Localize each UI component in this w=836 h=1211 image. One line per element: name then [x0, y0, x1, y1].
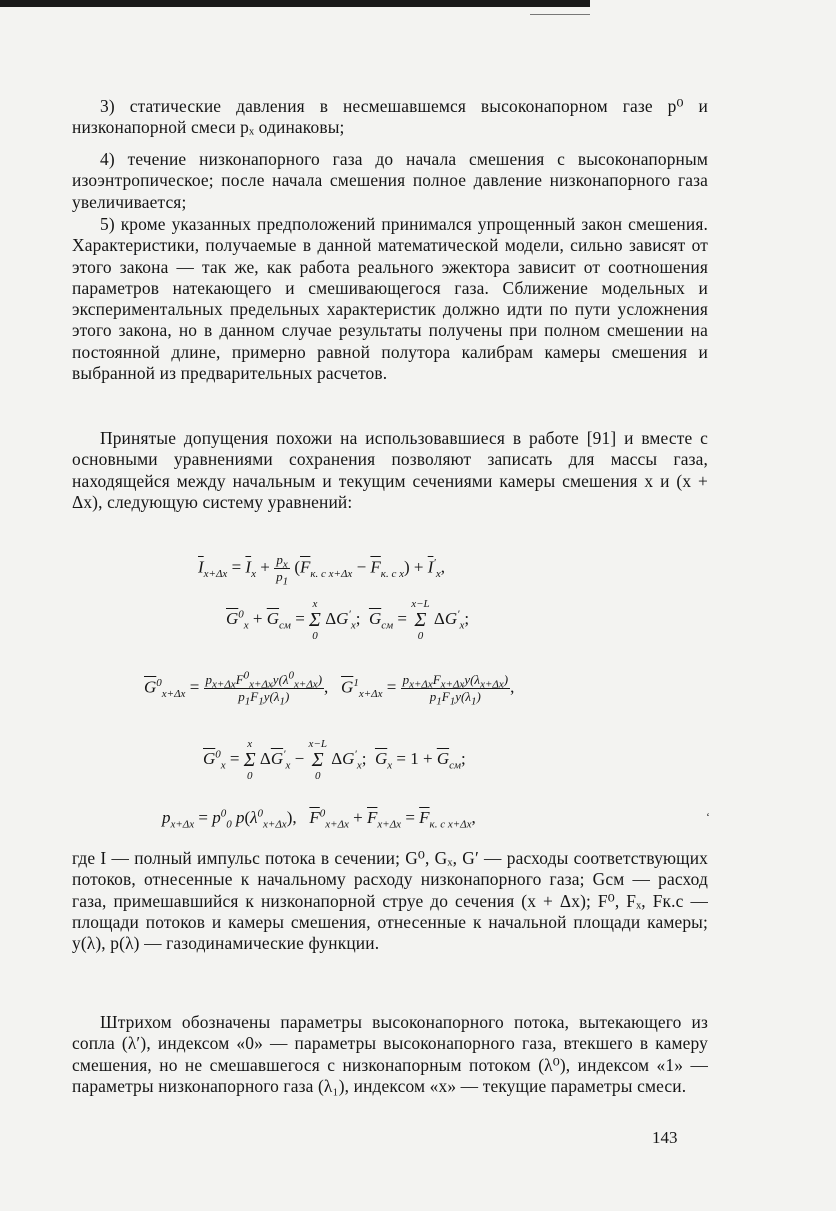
legend-paragraph: [72, 848, 708, 954]
paragraph-3: 3) статические давления в несмешавшемся высоконапорном газе p⁰ и низконапорной смеси pₓ одинаковы;: [72, 96, 708, 138]
margin-mark: ʻ: [706, 810, 710, 824]
paragraph-7: где I — полный импульс потока в сечении; G⁰, Gₓ, G′ — расходы соответствующих потоков, отнесенные к начальному расходу низконапорного газа; Gсм — расход газа, примешавшийся к низконапорной струе до сечения (x + Δx); F⁰, Fₓ, Fк.с — площади потоков и камеры смешения, отнесенные к начальной площади камеры; y(λ), p(λ) — газодинамические функции.: [72, 848, 708, 954]
equation-3: $\overline{G}^0_{x+\Delta x}$ = $\frac{p_{x+\Delta x}F^0_{x+\Delta x}y(\lambda^0_{x+\Delta x})}{p_1F_1y(\lambda_1)}$ , $\overline{G}^1_{x+\Delta x}$ = $\frac{p_{x+\Delta x}F_{x+\Delta x}y(\lambda_{x+\Delta x})}{p_1F_1y(\lambda_1)}$ ,: [144, 669, 515, 708]
page-top-rule: [530, 14, 590, 15]
item-3: [72, 96, 708, 139]
equation-2: $\overline{G}^0_x + \overline{G}_{см}$ = x Σ 0 $\Delta G'_x$; $\overline{G}_{см}$ = x−L Σ 0 $\Delta G'_x$;: [226, 598, 470, 642]
equation-4: $\overline{G}^0_x$ = x Σ 0 $\Delta\overline{G}'_x$ − x−L Σ 0 $\Delta G'_x$; $\overline{G}_x = 1 + \overline{G}_{см}$;: [203, 738, 466, 782]
paragraph-5: 5) кроме указанных предположений принимался упрощенный закон смешения. Характеристики, получаемые в данной математической модели, сильно зависят от этого закона — так же, как работа реального эжектора зависит от соотношения параметров натекающего и смешивающегося газа. Сближение модельных и экспериментальных предельных характеристик должно идти по пути усложнения этого закона, но в данном случае результаты получены при полном смешении на постоянной длине, примерно равной полутора калибрам камеры смешения и выбранной из предварительных расчетов.: [72, 214, 708, 384]
paragraph-4: 4) течение низконапорного газа до начала смешения с высоконапорным изоэнтропическое; после начала смешения полное давление низконапорного газа увеличивается;: [72, 149, 708, 212]
paragraph-8: Штрихом обозначены параметры высоконапорного потока, вытекающего из сопла (λ′), индексом «0» — параметры высоконапорного газа, втекшего в камеру смешения, но не смешавшегося с низконапорным потоком (λ⁰), индексом «1» — параметры низконапорного газа (λ₁), индексом «x» — текущие параметры смеси.: [72, 1012, 708, 1096]
page-top-edge-bar: [0, 0, 590, 7]
paragraph-6: Принятые допущения похожи на использовавшиеся в работе [91] и вместе с основными уравнениями сохранения позволяют записать для массы газа, находящейся между начальным и текущим сечениями камеры смешения x и (x + Δx), следующую систему уравнений:: [72, 428, 708, 512]
page-number: 143: [652, 1128, 678, 1147]
equation-5: $p_{x+\Delta x} = p^0_0$ $p(\lambda^0_{x+\Delta x})$, $\overline{F}^0_{x+\Delta x} + \overline{F}_{x+\Delta x} = \overline{F}_{к. с x+\Delta x}$,: [162, 807, 476, 831]
note-paragraph: [72, 1012, 708, 1097]
item-5: [72, 214, 708, 384]
equation-1: $\overline{I}_{x+\Delta x} = \overline{I}_x$ + $\frac{p_x}{p_1}$ $(\overline{F}_{к. с x+\Delta x} - \overline{F}_{к. с x}) + \overline{I}'_x$,: [198, 552, 445, 588]
intro-paragraph: [72, 428, 708, 513]
item-4: [72, 149, 708, 213]
